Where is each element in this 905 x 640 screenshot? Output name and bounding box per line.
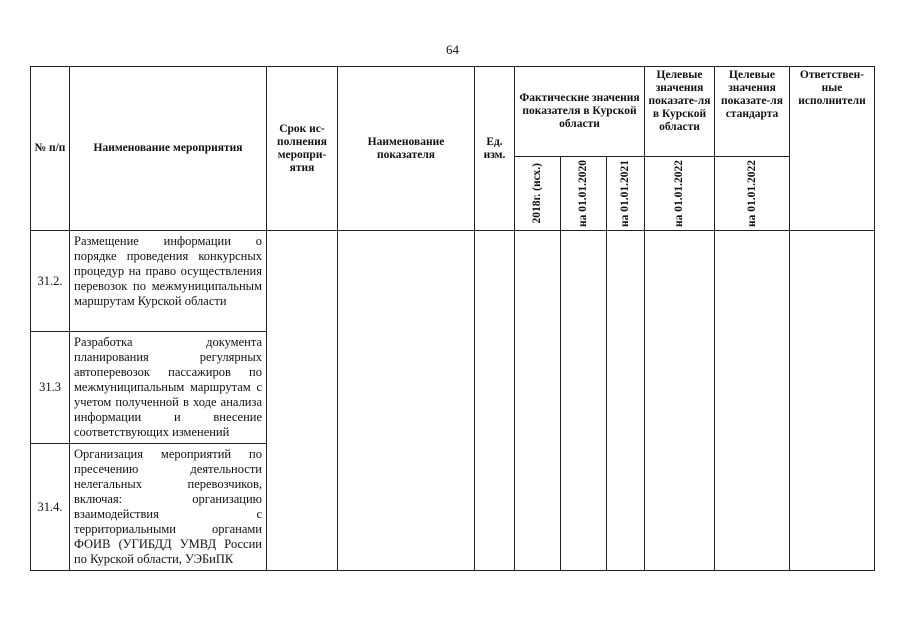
value-2020-cell xyxy=(561,231,607,571)
table-row xyxy=(31,231,875,332)
value-2022-standard-cell xyxy=(715,231,790,571)
subheader-2020: на 01.01.2020 xyxy=(577,159,589,227)
row-number: 31.4. xyxy=(31,444,70,571)
subheader-2020-cell xyxy=(561,157,607,231)
row-description: Разработка документа планирования регулярных автоперевозок пассажиров по межмуниципальным маршрутам с учетом полученной в ходе анализа информации и внесение соответствующих изменений xyxy=(70,332,267,444)
subheader-2018: 2018г. (исх.) xyxy=(531,163,543,224)
header-target-standard: Целевые значения показате-ля стандарта xyxy=(715,67,790,157)
subheader-2022-standard: на 01.01.2022 xyxy=(745,159,758,227)
measures-table xyxy=(30,66,875,571)
value-2018-cell xyxy=(515,231,561,571)
unit-cell xyxy=(475,231,515,571)
row-description: Организация мероприятий по пресечению деятельности нелегальных перевозчиков, включая: организацию взаимодействия с территориальными органами ФОИВ (УГИБДД УМВД России по Курской области, УЭБиПК xyxy=(70,444,267,571)
page-number: 64 xyxy=(446,42,459,57)
header-num: № п/п xyxy=(31,67,70,231)
row-number: 31.3 xyxy=(31,332,70,444)
header-indicator: Наименование показателя xyxy=(338,67,475,231)
row-description: Размещение информации о порядке проведения конкурсных процедур на право осуществления перевозок по межмуниципальным маршрутам Курской области xyxy=(70,231,267,332)
indicator-cell xyxy=(338,231,475,571)
subheader-2022-standard-cell xyxy=(715,157,790,231)
subheader-2021-cell xyxy=(607,157,645,231)
header-target-region: Целевые значения показате-ля в Курской области xyxy=(645,67,715,157)
subheader-2022-region-cell xyxy=(645,157,715,231)
header-term: Срок ис-полнения меропри-ятия xyxy=(267,67,338,231)
header-name: Наименование мероприятия xyxy=(70,67,267,231)
header-actual-values: Фактические значения показателя в Курской области xyxy=(515,67,645,157)
subheader-2021: на 01.01.2021 xyxy=(619,159,631,227)
value-2022-region-cell xyxy=(645,231,715,571)
term-cell xyxy=(267,231,338,571)
header-unit: Ед. изм. xyxy=(475,67,515,231)
subheader-2022-region: на 01.01.2022 xyxy=(673,159,685,227)
subheader-2018-cell xyxy=(515,157,561,231)
value-2021-cell xyxy=(607,231,645,571)
responsible-cell xyxy=(790,231,875,571)
header-responsible: Ответствен-ные исполнители xyxy=(790,67,875,231)
row-number: 31.2. xyxy=(31,231,70,332)
